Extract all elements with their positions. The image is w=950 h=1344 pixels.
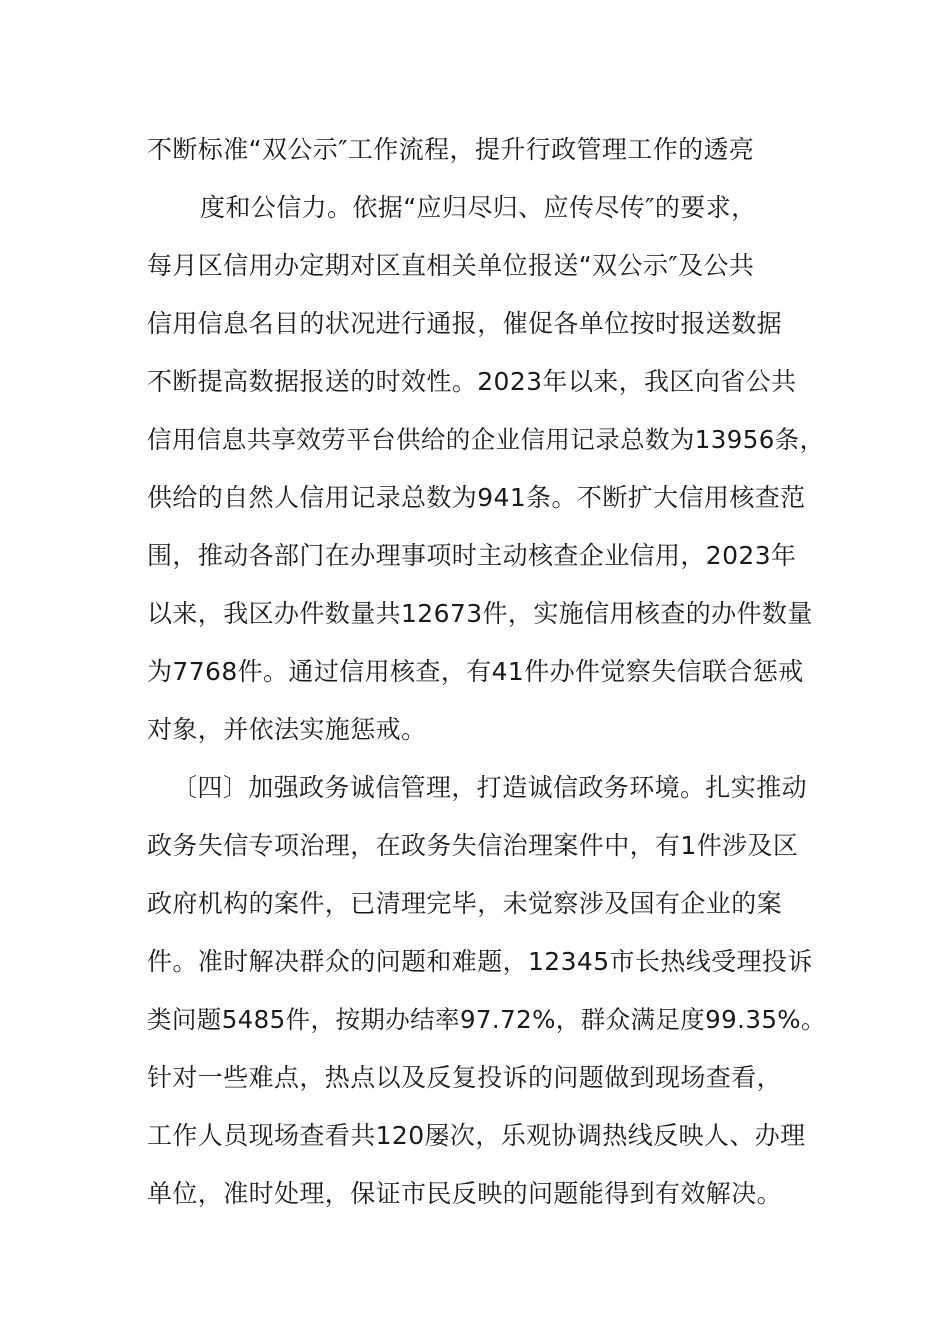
paragraph-line: 不断标准“双公示″工作流程，提升行政管理工作的透亮 bbox=[147, 135, 755, 164]
paragraph-line: 政务失信专项治理，在政务失信治理案件中，有1件涉及区 bbox=[147, 831, 799, 860]
paragraph-line: 围，推动各部门在办理事项时主动核查企业信用，2023年 bbox=[147, 541, 797, 570]
paragraph-line: 信用信息名目的状况进行通报，催促各单位按时报送数据 bbox=[147, 309, 783, 338]
paragraph-line: 单位，准时处理，保证市民反映的问题能得到有效解决。 bbox=[147, 1179, 783, 1208]
paragraph-line: 类问题5485件，按期办结率97.72%，群众满足度99.35%。 bbox=[147, 1005, 826, 1034]
paragraph-line: 每月区信用办定期对区直相关单位报送“双公示″及公共 bbox=[147, 251, 755, 280]
paragraph-line: 以来，我区办件数量共12673件，实施信用核查的办件数量 bbox=[147, 599, 813, 628]
paragraph-line: 政府机构的案件，已清理完毕，未觉察涉及国有企业的案 bbox=[147, 889, 783, 918]
paragraph-line: 供给的自然人信用记录总数为941条。不断扩大信用核查范 bbox=[147, 483, 806, 512]
section-heading-line: 〔四〕加强政务诚信管理，打造诚信政务环境。扎实推动 bbox=[172, 773, 808, 802]
paragraph-line: 对象，并依法实施惩戒。 bbox=[147, 715, 427, 744]
paragraph-line: 度和公信力。依据“应归尽归、应传尽传″的要求， bbox=[200, 193, 757, 222]
paragraph-line: 为7768件。通过信用核查，有41件办件觉察失信联合惩戒 bbox=[147, 657, 804, 686]
paragraph-line: 工作人员现场查看共120屡次，乐观协调热线反映人、办理 bbox=[147, 1121, 806, 1150]
paragraph-line: 不断提高数据报送的时效性。2023年以来，我区向省公共 bbox=[147, 367, 797, 396]
paragraph-line: 信用信息共享效劳平台供给的企业信用记录总数为13956条， bbox=[147, 425, 825, 454]
paragraph-line: 件。准时解决群众的问题和难题，12345市长热线受理投诉 bbox=[147, 947, 813, 976]
paragraph-line: 针对一些难点，热点以及反复投诉的问题做到现场查看， bbox=[147, 1063, 783, 1092]
